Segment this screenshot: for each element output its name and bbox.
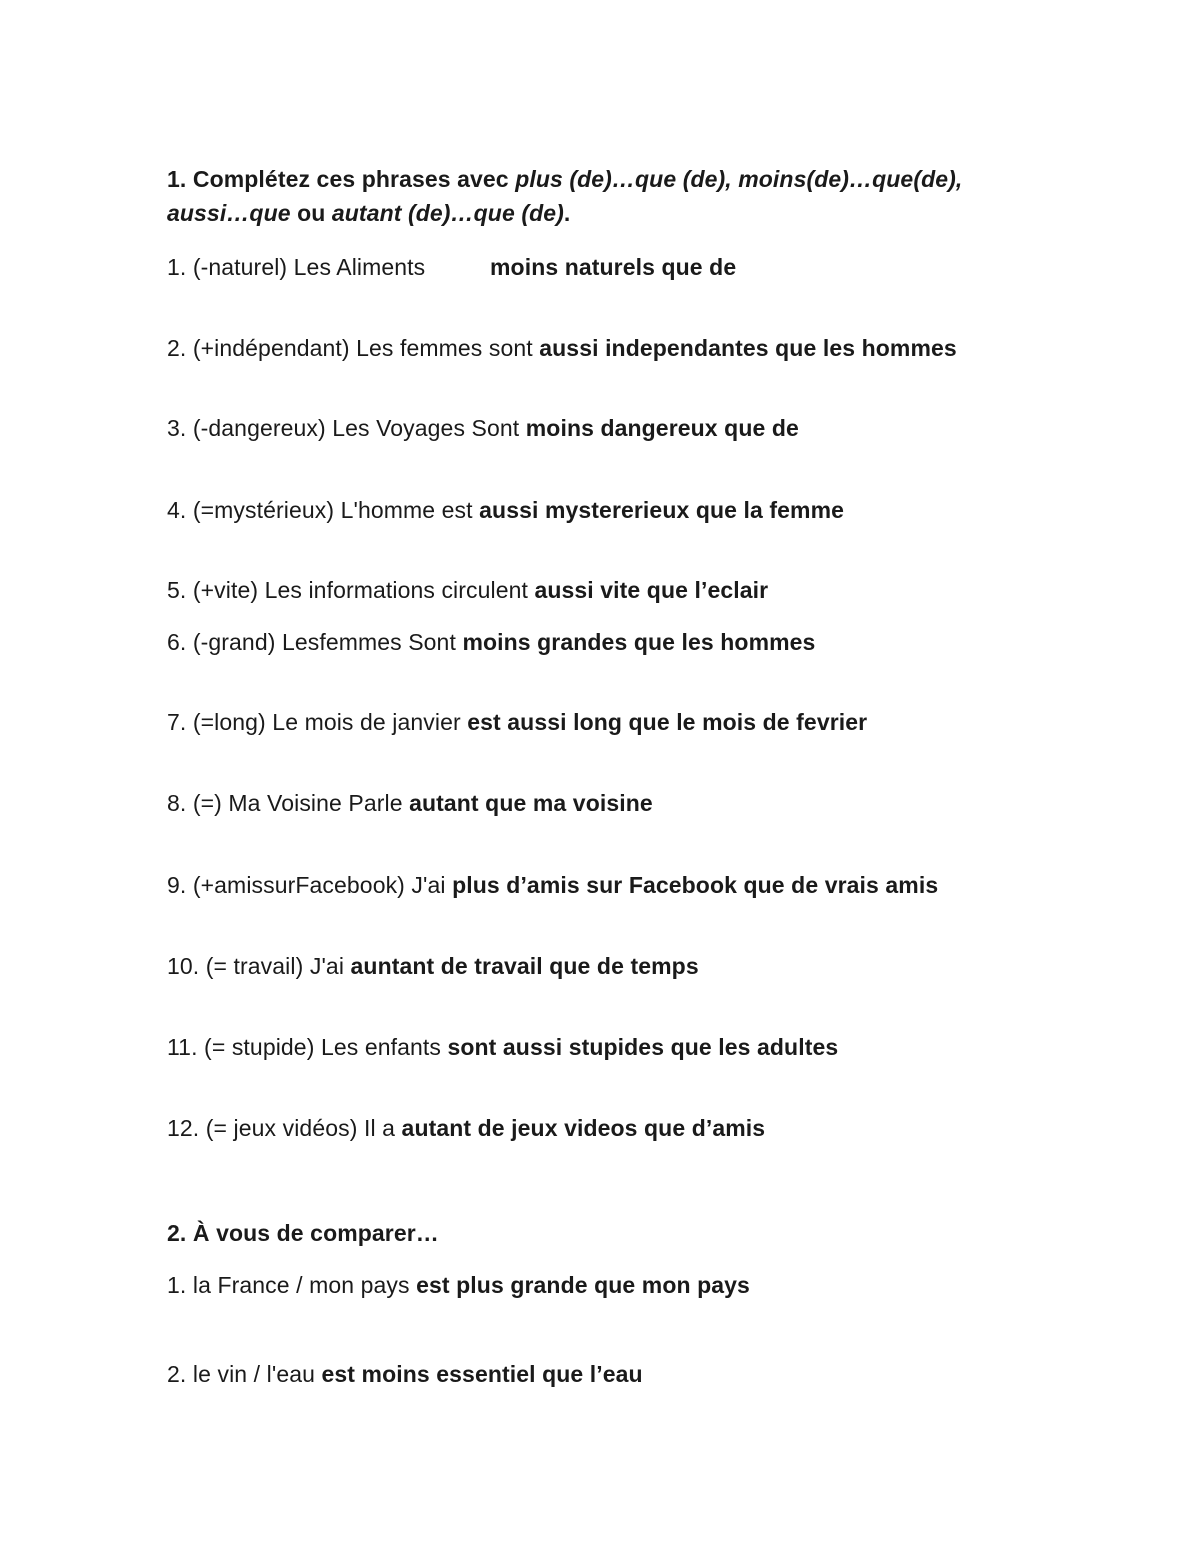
item-prompt: 11. (= stupide) Les enfants	[167, 1034, 448, 1060]
item-answer: aussi vite que l’eclair	[534, 577, 769, 603]
comparison-item-2	[167, 1360, 1047, 1388]
item-answer: moins naturels que de	[490, 254, 737, 280]
item-prompt: 12. (= jeux vidéos) Il a	[167, 1115, 402, 1141]
item-prompt: 1. la France / mon pays	[167, 1272, 417, 1298]
item-answer: est moins essentiel que l’eau	[321, 1361, 643, 1387]
exercise-item-10	[167, 952, 1047, 980]
item-answer: autant que ma voisine	[409, 790, 653, 816]
item-prompt: 2. (+indépendant) Les femmes sont	[167, 335, 540, 361]
item-prompt: 8. (=) Ma Voisine Parle	[167, 790, 410, 816]
item-prompt: 10. (= travail) J'ai	[167, 953, 351, 979]
item-prompt: 1. (-naturel) Les Aliments	[167, 254, 426, 280]
exercise-item-7	[167, 708, 1047, 736]
section-1-number: 1.	[167, 166, 193, 192]
exercise-item-8	[167, 789, 1047, 817]
section-1-connector: ou	[290, 200, 332, 226]
section-1-period: .	[563, 200, 571, 226]
exercise-item-4	[167, 496, 1047, 524]
item-prompt: 5. (+vite) Les informations circulent	[167, 577, 535, 603]
item-answer: aussi independantes que les hommes	[539, 335, 957, 361]
section-1-forms-2: autant (de)…que (de)	[331, 200, 564, 226]
item-prompt: 3. (-dangereux) Les Voyages Sont	[167, 415, 526, 441]
exercise-item-2	[167, 334, 967, 362]
section-2-heading: 2. À vous de comparer…	[167, 1220, 439, 1246]
item-answer: sont aussi stupides que les adultes	[447, 1034, 839, 1060]
comparison-item-1	[167, 1271, 1047, 1299]
section-1-heading	[167, 162, 1047, 230]
item-prompt: 7. (=long) Le mois de janvier	[167, 709, 468, 735]
item-prompt: 4. (=mystérieux) L'homme est	[167, 497, 480, 523]
item-answer: autant de jeux videos que d’amis	[401, 1115, 766, 1141]
item-answer: plus d’amis sur Facebook que de vrais amis	[452, 872, 939, 898]
exercise-item-3	[167, 414, 1047, 442]
exercise-item-12	[167, 1114, 1047, 1142]
section-1-forms-1: plus (de)…que (de), moins(de)…que(de), aussi…que	[167, 166, 963, 226]
item-prompt: 2. le vin / l'eau	[167, 1361, 322, 1387]
item-prompt: 9. (+amissurFacebook) J'ai	[167, 872, 453, 898]
exercise-item-11	[167, 1033, 1047, 1061]
item-answer: moins dangereux que de	[525, 415, 799, 441]
item-prompt: 6. (-grand) Lesfemmes Sont	[167, 629, 463, 655]
exercise-item-9	[167, 871, 1047, 899]
exercise-item-6	[167, 628, 1047, 656]
item-answer: est aussi long que le mois de fevrier	[467, 709, 868, 735]
exercise-item-1	[167, 253, 1047, 281]
item-answer: aussi mystererieux que la femme	[479, 497, 845, 523]
item-answer: moins grandes que les hommes	[462, 629, 816, 655]
item-answer: auntant de travail que de temps	[350, 953, 699, 979]
item-answer: est plus grande que mon pays	[416, 1272, 750, 1298]
section-1-instruction: Complétez ces phrases avec	[192, 166, 516, 192]
exercise-item-5	[167, 576, 1047, 604]
